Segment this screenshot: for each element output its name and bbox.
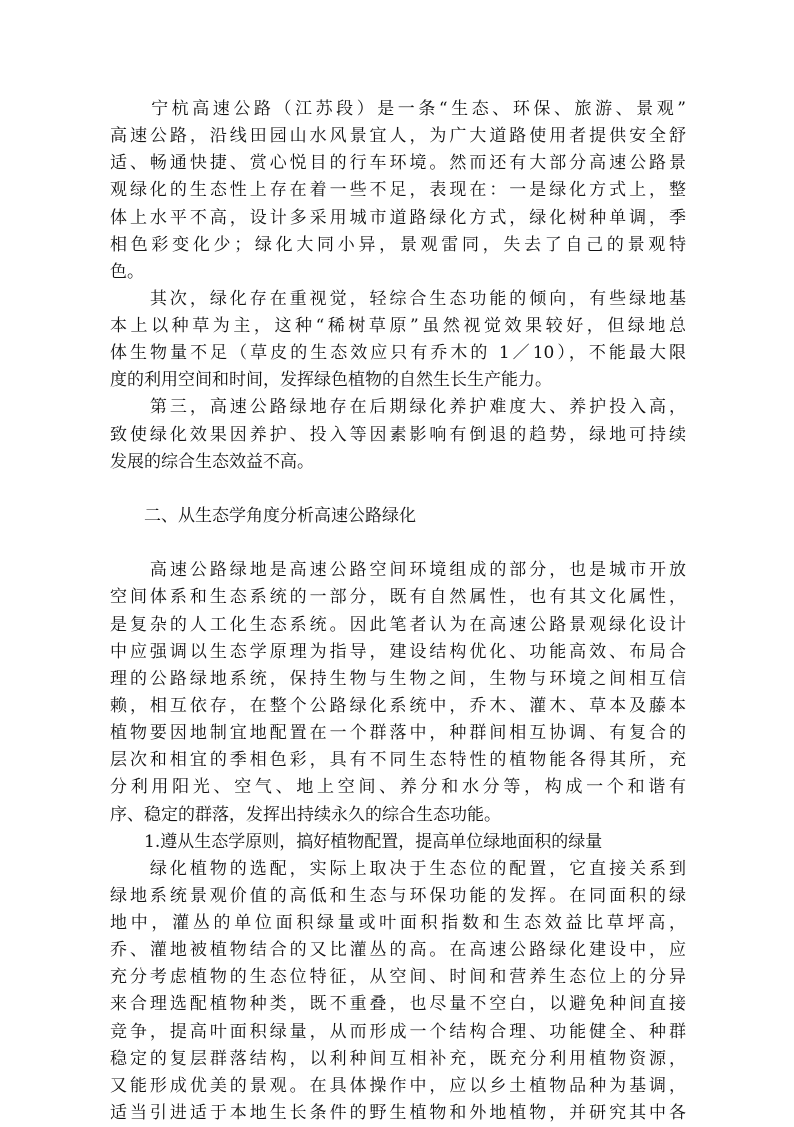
- text-line: 稳定的复层群落结构，以利种间互相补充，既充分利用植物资源，: [110, 1048, 686, 1069]
- text-line: 高速公路，沿线田园山水风景宜人，为广大道路使用者提供安全舒: [110, 126, 686, 147]
- text-line: 致使绿化效果因养护、投入等因素影响有倒退的趋势，绿地可持续: [110, 424, 686, 445]
- text-line: 分利用阳光、空气、地上空间、养分和水分等，构成一个和谐有: [110, 777, 686, 798]
- text-line: 色。: [110, 261, 144, 282]
- text-line: 赖，相互依存，在整个公路绿化系统中，乔木、灌木、草本及藤本: [110, 695, 686, 716]
- text-line: 高速公路绿地是高速公路空间环境组成的部分，也是城市开放: [110, 560, 686, 581]
- text-line: 乔、灌地被植物结合的又比灌丛的高。在高速公路绿化建设中，应: [110, 940, 686, 961]
- text-line: 序、稳定的群落，发挥出持续永久的综合生态功能。: [110, 804, 501, 825]
- text-line: 本上以种草为主，这种“稀树草原”虽然视觉效果较好，但绿地总: [110, 316, 686, 337]
- text-line: 空间体系和生态系统的一部分，既有自然属性，也有其文化属性，: [110, 587, 686, 608]
- text-line: 宁杭高速公路（江苏段）是一条“生态、环保、旅游、景观”: [110, 99, 686, 119]
- text-line: 中应强调以生态学原理为指导，建设结构优化、功能高效、布局合: [110, 641, 686, 662]
- text-line: 适当引进适于本地生长条件的野生植物和外地植物，并研究其中各: [110, 1103, 686, 1123]
- text-line: 又能形成优美的景观。在具体操作中，应以乡土植物品种为基调，: [110, 1075, 686, 1096]
- text-line: 竞争，提高叶面积绿量，从而形成一个结构合理、功能健全、种群: [110, 1021, 686, 1042]
- text-line: 发展的综合生态效益不高。: [110, 451, 314, 472]
- text-line: 植物要因地制宜地配置在一个群落中，种群间相互协调、有复合的: [110, 723, 686, 744]
- text-line: 来合理选配植物种类，既不重叠，也尽量不空白，以避免种间直接: [110, 994, 686, 1015]
- section-heading: 二、从生态学角度分析高速公路绿化: [110, 506, 416, 527]
- text-line: 第三，高速公路绿地存在后期绿化养护难度大、养护投入高，: [110, 397, 686, 418]
- text-line: 层次和相宜的季相色彩，具有不同生态特性的植物能各得其所，充: [110, 750, 686, 771]
- text-line: 绿地系统景观价值的高低和生态与环保功能的发挥。在同面积的绿: [110, 885, 686, 906]
- text-line: 适、畅通快捷、赏心悦目的行车环境。然而还有大部分高速公路景: [110, 153, 686, 174]
- text-line: 是复杂的人工化生态系统。因此笔者认为在高速公路景观绿化设计: [110, 614, 686, 635]
- text-line: 绿化植物的选配，实际上取决于生态位的配置，它直接关系到: [110, 858, 686, 879]
- text-line: 度的利用空间和时间，发挥绿色植物的自然生长生产能力。: [110, 370, 552, 391]
- text-line: 体上水平不高，设计多采用城市道路绿化方式，绿化树种单调，季: [110, 207, 686, 228]
- text-line: 理的公路绿地系统，保持生物与生物之间，生物与环境之间相互信: [110, 668, 686, 689]
- text-line: 相色彩变化少；绿化大同小异，景观雷同，失去了自己的景观特: [110, 234, 686, 255]
- subheading: 1.遵从生态学原则，搞好植物配置，提高单位绿地面积的绿量: [110, 831, 603, 852]
- text-line: 体生物量不足（草皮的生态效应只有乔木的 1／10），不能最大限: [110, 343, 686, 364]
- text-line: 地中，灌丛的单位面积绿量或叶面积指数和生态效益比草坪高，: [110, 913, 686, 934]
- text-line: 充分考虑植物的生态位特征，从空间、时间和营养生态位上的分异: [110, 967, 686, 988]
- text-line: 观绿化的生态性上存在着一些不足，表现在：一是绿化方式上，整: [110, 180, 686, 201]
- text-line: 其次，绿化存在重视觉，轻综合生态功能的倾向，有些绿地基: [110, 288, 686, 309]
